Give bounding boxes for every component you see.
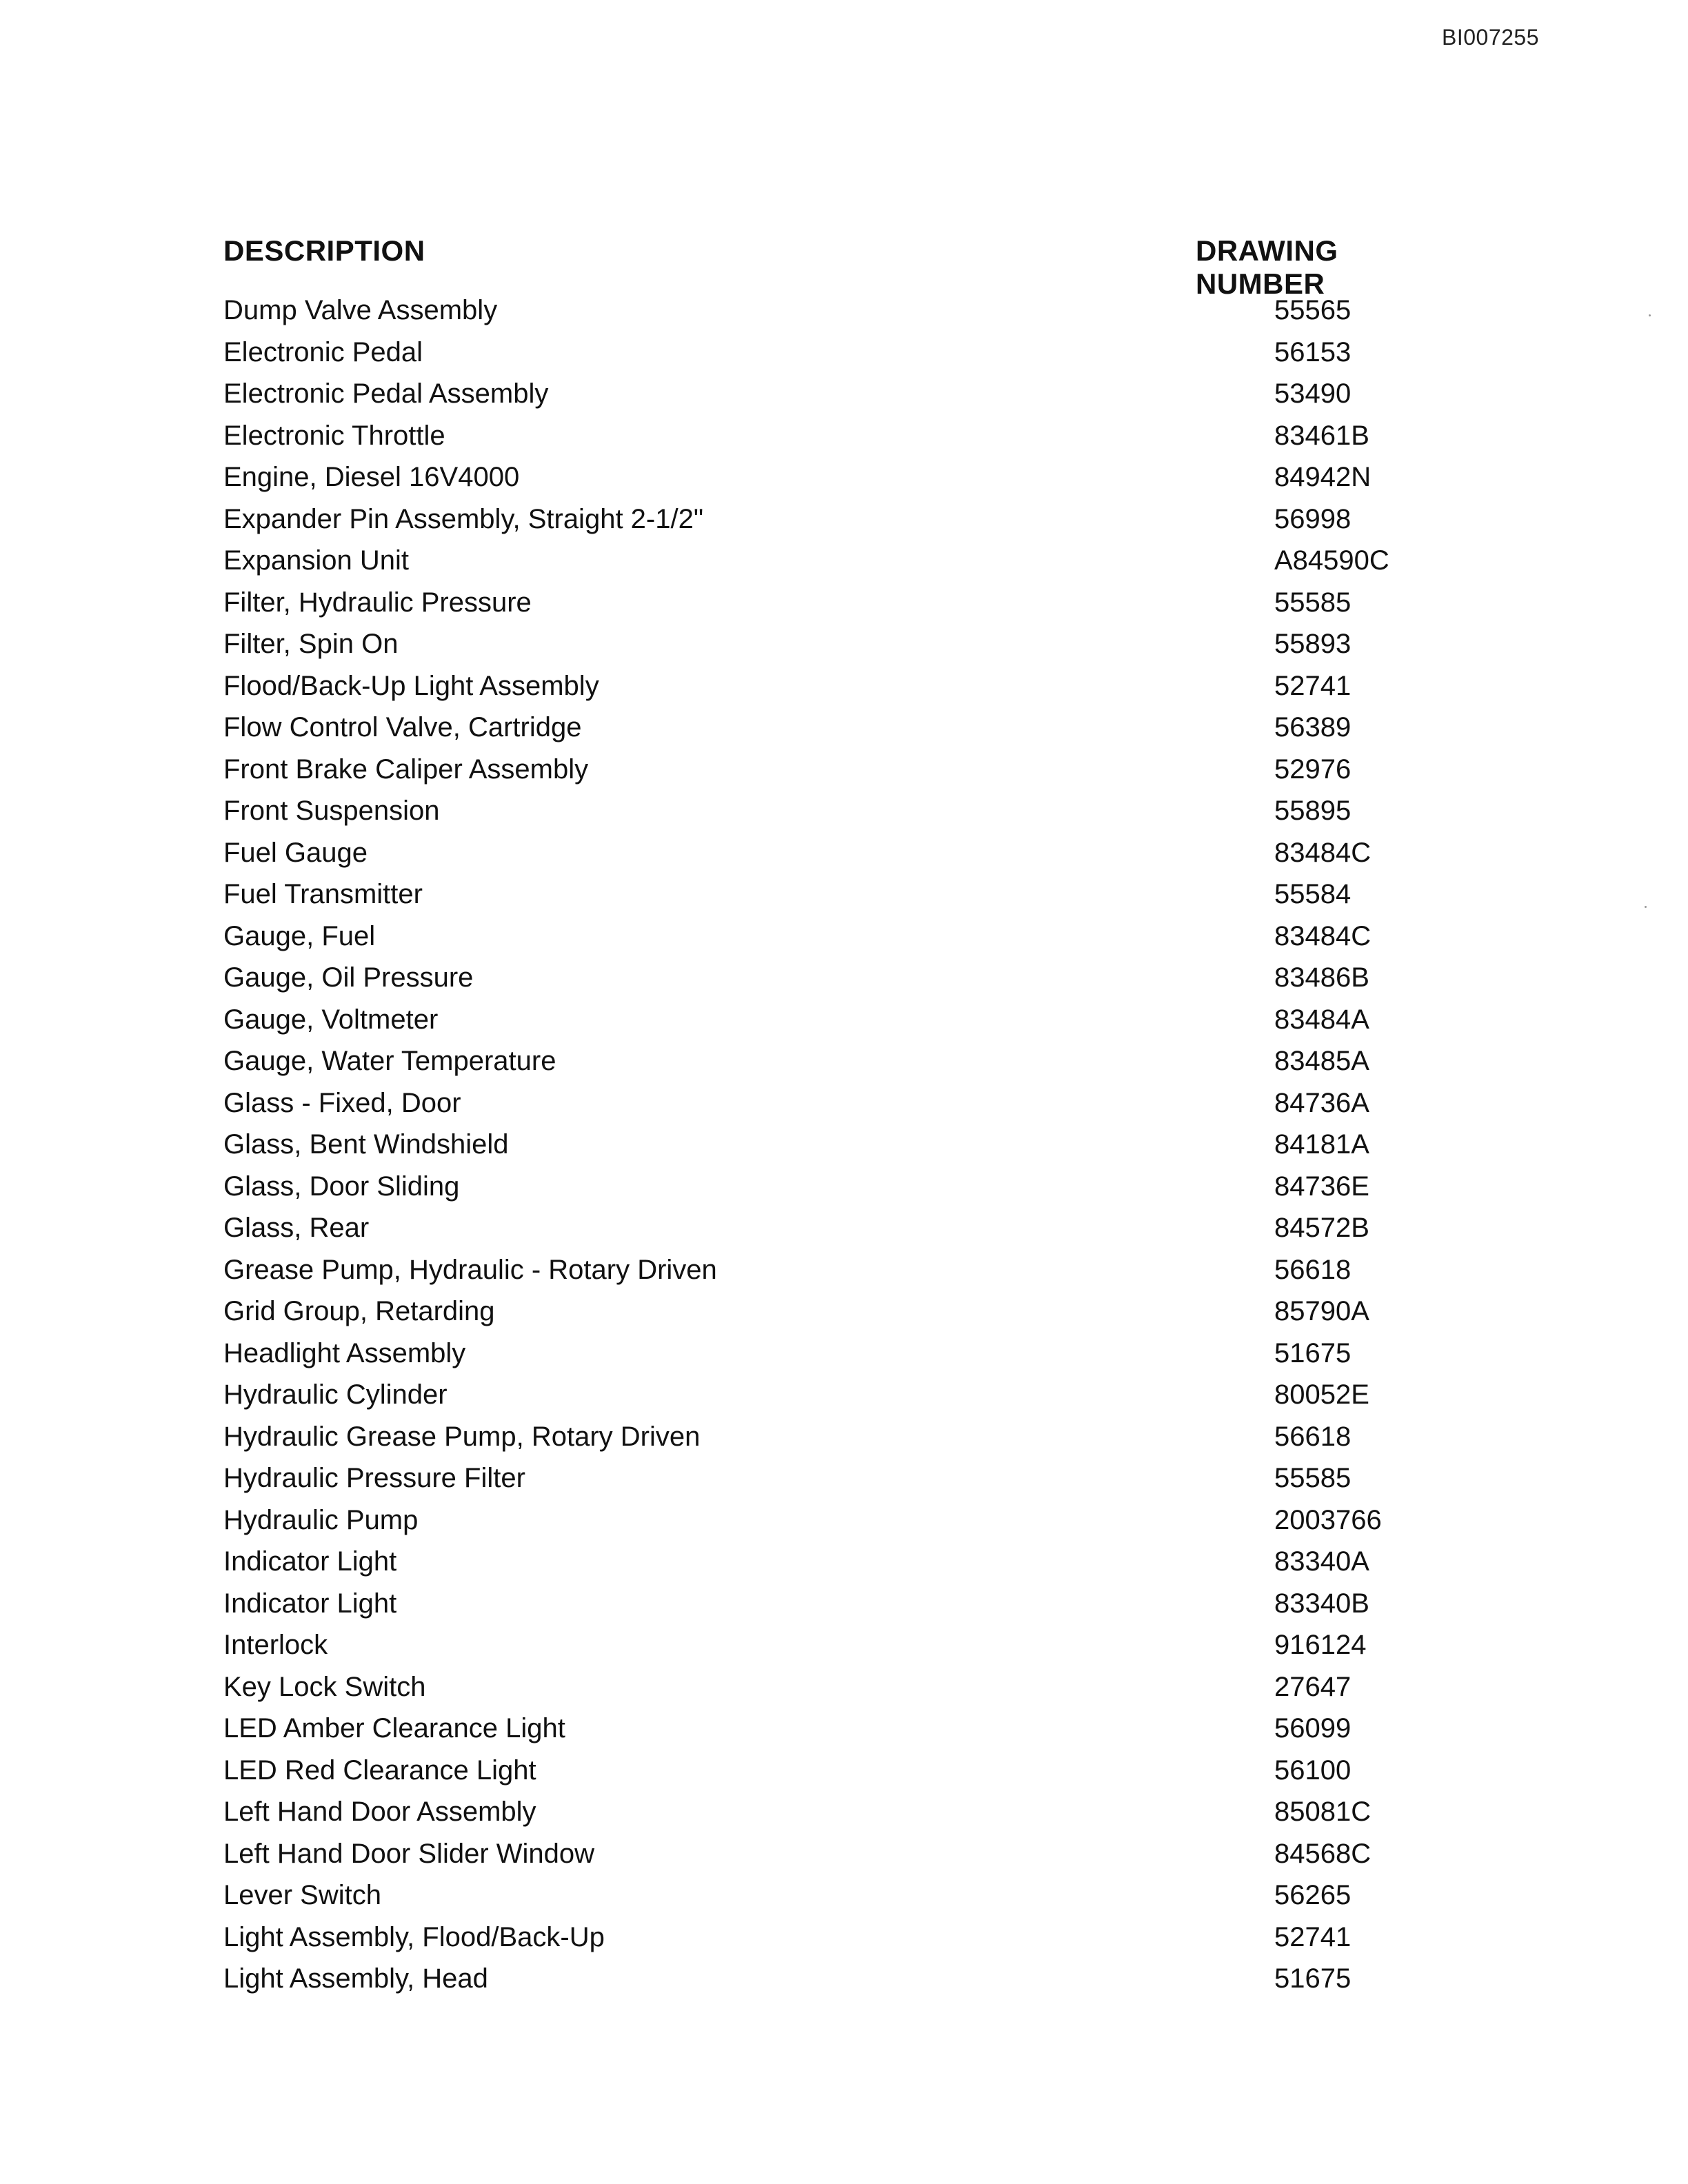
drawing-number: 51675 — [1274, 1337, 1352, 1368]
part-description: Engine, Diesel 16V4000 — [223, 462, 520, 492]
drawing-number: 55584 — [1274, 879, 1352, 909]
table-row — [223, 1624, 1465, 1666]
part-description: LED Amber Clearance Light — [223, 1713, 565, 1743]
drawing-number: 83484C — [1274, 837, 1372, 868]
part-description: Gauge, Voltmeter — [223, 1004, 439, 1035]
table-row — [223, 1833, 1465, 1875]
table-row — [223, 623, 1465, 665]
table-row — [223, 498, 1465, 540]
part-description: Front Brake Caliper Assembly — [223, 754, 589, 785]
table-row — [223, 1374, 1465, 1416]
drawing-number: 83484A — [1274, 1004, 1369, 1035]
table-row — [223, 1708, 1465, 1750]
drawing-number: 51675 — [1274, 1963, 1352, 1994]
drawing-number: 85081C — [1274, 1797, 1372, 1827]
table-row — [223, 1791, 1465, 1833]
drawing-number: 84181A — [1274, 1129, 1369, 1160]
table-row — [223, 1457, 1465, 1499]
drawing-number: 56265 — [1274, 1880, 1352, 1910]
drawing-number: 55895 — [1274, 796, 1352, 826]
table-row — [223, 832, 1465, 874]
table-row — [223, 1166, 1465, 1208]
part-description: Grid Group, Retarding — [223, 1296, 495, 1326]
part-description: Dump Valve Assembly — [223, 295, 498, 325]
part-description: LED Red Clearance Light — [223, 1755, 536, 1786]
part-description: Gauge, Oil Pressure — [223, 962, 474, 993]
drawing-number: 84568C — [1274, 1838, 1372, 1869]
table-header — [223, 234, 1465, 300]
part-description: Filter, Spin On — [223, 629, 399, 659]
part-description: Left Hand Door Slider Window — [223, 1838, 595, 1869]
drawing-number: 56099 — [1274, 1713, 1352, 1743]
table-row — [223, 373, 1465, 415]
part-description: Indicator Light — [223, 1588, 397, 1619]
table-row — [223, 1958, 1465, 2000]
table-row — [223, 957, 1465, 999]
drawing-number: 56618 — [1274, 1254, 1352, 1285]
part-description: Fuel Transmitter — [223, 879, 423, 909]
table-row — [223, 916, 1465, 958]
drawing-number: 2003766 — [1274, 1504, 1382, 1535]
drawing-number: 916124 — [1274, 1630, 1367, 1660]
part-description: Electronic Throttle — [223, 420, 445, 451]
part-description: Hydraulic Grease Pump, Rotary Driven — [223, 1421, 701, 1452]
part-description: Hydraulic Cylinder — [223, 1379, 448, 1410]
part-description: Glass, Rear — [223, 1213, 370, 1243]
drawing-number: 56389 — [1274, 712, 1352, 742]
table-row — [223, 1541, 1465, 1583]
table-row — [223, 1917, 1465, 1959]
drawing-number: 56998 — [1274, 503, 1352, 534]
drawing-number: 55585 — [1274, 587, 1352, 618]
scan-speck — [1649, 314, 1651, 316]
part-description: Interlock — [223, 1630, 328, 1660]
part-description: Front Suspension — [223, 796, 440, 826]
drawing-number: 84942N — [1274, 462, 1372, 492]
drawing-number: 27647 — [1274, 1671, 1352, 1702]
table-row — [223, 1207, 1465, 1249]
table-row — [223, 1124, 1465, 1166]
table-row — [223, 1499, 1465, 1541]
part-description: Flow Control Valve, Cartridge — [223, 712, 582, 742]
table-row — [223, 1666, 1465, 1708]
drawing-number: 83485A — [1274, 1046, 1369, 1076]
drawing-number: 56153 — [1274, 336, 1352, 367]
drawing-number: 55565 — [1274, 295, 1352, 325]
part-description: Grease Pump, Hydraulic - Rotary Driven — [223, 1254, 717, 1285]
table-row — [223, 1040, 1465, 1082]
drawing-number: 84736A — [1274, 1087, 1369, 1118]
part-description: Expander Pin Assembly, Straight 2-1/2" — [223, 503, 704, 534]
drawing-number: 52741 — [1274, 1921, 1352, 1952]
drawing-number: 80052E — [1274, 1379, 1369, 1410]
table-row — [223, 415, 1465, 457]
drawing-number: 56100 — [1274, 1755, 1352, 1786]
part-description: Hydraulic Pressure Filter — [223, 1463, 525, 1493]
table-row — [223, 1874, 1465, 1917]
drawing-number: 55893 — [1274, 629, 1352, 659]
drawing-number: 83340B — [1274, 1588, 1369, 1619]
drawing-number: 52741 — [1274, 670, 1352, 701]
part-description: Key Lock Switch — [223, 1671, 426, 1702]
table-row — [223, 749, 1465, 791]
parts-list — [223, 290, 1465, 2000]
drawing-number: 55585 — [1274, 1463, 1352, 1493]
part-description: Gauge, Fuel — [223, 920, 376, 951]
part-description: Electronic Pedal Assembly — [223, 378, 549, 409]
part-description: Glass, Bent Windshield — [223, 1129, 509, 1160]
drawing-number: A84590C — [1274, 545, 1389, 576]
part-description: Hydraulic Pump — [223, 1504, 419, 1535]
part-description: Glass - Fixed, Door — [223, 1087, 461, 1118]
drawing-number: 83461B — [1274, 420, 1369, 451]
part-description: Filter, Hydraulic Pressure — [223, 587, 532, 618]
table-row — [223, 1249, 1465, 1291]
table-row — [223, 582, 1465, 624]
part-description: Lever Switch — [223, 1880, 381, 1910]
part-description: Left Hand Door Assembly — [223, 1797, 536, 1827]
drawing-number-column-header: DRAWING NUMBER — [1196, 234, 1338, 300]
scan-speck — [1645, 906, 1647, 908]
table-row — [223, 790, 1465, 832]
table-row — [223, 1291, 1465, 1333]
table-row — [223, 1333, 1465, 1375]
description-column-header: DESCRIPTION — [223, 234, 425, 267]
part-description: Flood/Back-Up Light Assembly — [223, 670, 599, 701]
drawing-number: 84736E — [1274, 1171, 1369, 1202]
part-description: Light Assembly, Flood/Back-Up — [223, 1921, 605, 1952]
part-description: Gauge, Water Temperature — [223, 1046, 556, 1076]
table-row — [223, 1750, 1465, 1792]
table-row — [223, 1082, 1465, 1124]
drawing-number: 85790A — [1274, 1296, 1369, 1326]
part-description: Electronic Pedal — [223, 336, 423, 367]
drawing-number: 84572B — [1274, 1213, 1369, 1243]
part-description: Fuel Gauge — [223, 837, 368, 868]
table-row — [223, 456, 1465, 498]
part-description: Light Assembly, Head — [223, 1963, 488, 1994]
document-id: BI007255 — [1441, 25, 1539, 50]
drawing-number: 83486B — [1274, 962, 1369, 993]
drawing-number: 56618 — [1274, 1421, 1352, 1452]
drawing-number: 83484C — [1274, 920, 1372, 951]
table-row — [223, 665, 1465, 707]
drawing-number: 53490 — [1274, 378, 1352, 409]
table-row — [223, 1583, 1465, 1625]
drawing-number: 52976 — [1274, 754, 1352, 785]
table-row — [223, 999, 1465, 1041]
part-description: Expansion Unit — [223, 545, 410, 576]
part-description: Indicator Light — [223, 1546, 397, 1577]
table-row — [223, 290, 1465, 332]
part-description: Glass, Door Sliding — [223, 1171, 460, 1202]
table-row — [223, 332, 1465, 374]
table-row — [223, 540, 1465, 582]
part-description: Headlight Assembly — [223, 1337, 466, 1368]
drawing-number: 83340A — [1274, 1546, 1369, 1577]
table-row — [223, 1416, 1465, 1458]
table-row — [223, 707, 1465, 749]
table-row — [223, 873, 1465, 916]
